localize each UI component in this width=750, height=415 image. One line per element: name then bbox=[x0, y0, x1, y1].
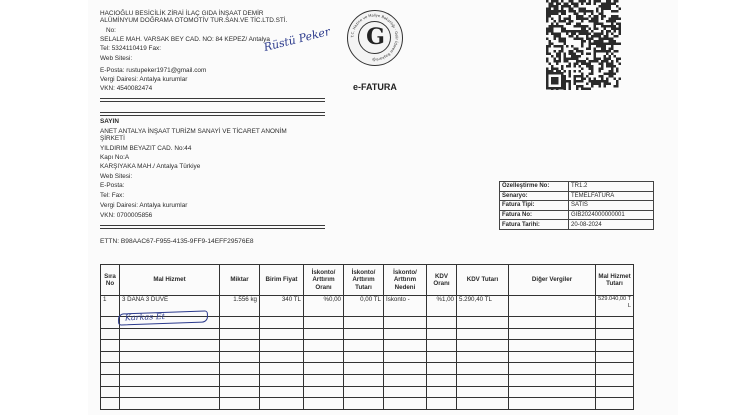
empty-cell bbox=[101, 386, 120, 398]
items-header-row bbox=[101, 265, 634, 296]
empty-cell bbox=[457, 374, 509, 386]
empty-cell bbox=[427, 340, 457, 352]
invoice-info-table bbox=[499, 181, 654, 230]
empty-cell bbox=[304, 328, 344, 340]
empty-cell bbox=[101, 317, 120, 329]
empty-cell bbox=[101, 340, 120, 352]
item-cell-qty: 1.556 kg bbox=[220, 296, 260, 317]
empty-cell bbox=[427, 386, 457, 398]
item-cell-vat-amount: 5.290,40 TL bbox=[457, 296, 509, 317]
seller-web: Web Sitesi: bbox=[100, 55, 133, 62]
empty-cell bbox=[427, 351, 457, 363]
invoice-info-value: GIB2024000000001 bbox=[569, 210, 654, 220]
empty-cell bbox=[260, 351, 304, 363]
seller-address: SELALE MAH. VARSAK BEY CAD. NO: 84 KEPEZ/ Antalya bbox=[100, 36, 270, 43]
items-column-header: Mal Hizmet Tutarı bbox=[596, 265, 634, 296]
invoice-info-value: TEMELFATURA bbox=[569, 191, 654, 201]
empty-cell bbox=[120, 386, 220, 398]
seal-letter: G bbox=[366, 24, 385, 50]
table-row-empty bbox=[101, 386, 634, 398]
gib-seal-logo bbox=[347, 10, 403, 66]
empty-cell bbox=[344, 398, 384, 410]
empty-cell bbox=[596, 398, 634, 410]
seller-tax-office: Vergi Dairesi: Antalya kurumlar bbox=[100, 76, 188, 83]
empty-cell bbox=[596, 317, 634, 329]
empty-cell bbox=[101, 374, 120, 386]
item-cell-disc-amount: 0,00 TL bbox=[344, 296, 384, 317]
empty-cell bbox=[220, 317, 260, 329]
empty-cell bbox=[101, 363, 120, 375]
divider bbox=[100, 112, 325, 113]
buyer-heading: SAYIN bbox=[100, 118, 119, 125]
invoice-info-key: Fatura Tarihi: bbox=[500, 220, 569, 230]
items-column-header: KDV Tutarı bbox=[457, 265, 509, 296]
empty-cell bbox=[120, 398, 220, 410]
empty-cell bbox=[384, 398, 427, 410]
empty-cell bbox=[220, 328, 260, 340]
qr-code-icon bbox=[546, 0, 621, 90]
empty-cell bbox=[304, 317, 344, 329]
divider bbox=[100, 225, 325, 226]
buyer-vkn: VKN: 0700005856 bbox=[100, 212, 153, 219]
empty-cell bbox=[344, 363, 384, 375]
items-column-header: KDV Oranı bbox=[427, 265, 457, 296]
item-cell-amount: 529.040,00 TL bbox=[596, 296, 634, 317]
empty-cell bbox=[596, 340, 634, 352]
empty-cell bbox=[596, 351, 634, 363]
empty-cell bbox=[220, 351, 260, 363]
empty-cell bbox=[344, 386, 384, 398]
divider bbox=[100, 228, 325, 229]
invoice-info-value: 20-08-2024 bbox=[569, 220, 654, 230]
empty-cell bbox=[220, 363, 260, 375]
invoice-info-value: TR1.2 bbox=[569, 182, 654, 192]
empty-cell bbox=[220, 386, 260, 398]
empty-cell bbox=[384, 351, 427, 363]
seller-vkn: VKN: 4540082474 bbox=[100, 85, 153, 92]
empty-cell bbox=[596, 363, 634, 375]
invoice-info-row bbox=[500, 182, 654, 192]
seller-tel: Tel: 5324110419 Fax: bbox=[100, 45, 161, 52]
seller-no: No: bbox=[106, 27, 116, 34]
empty-cell bbox=[457, 351, 509, 363]
empty-cell bbox=[120, 374, 220, 386]
empty-cell bbox=[596, 386, 634, 398]
empty-cell bbox=[344, 317, 384, 329]
invoice-info-key: Senaryo: bbox=[500, 191, 569, 201]
buyer-district: KARŞIYAKA MAH./ Antalya Türkiye bbox=[100, 163, 201, 170]
items-column-header: İskonto/ Arttırım Nedeni bbox=[384, 265, 427, 296]
ettn: ETTN: B98AAC67-F955-4135-9FF9-14EFF29576E8 bbox=[100, 238, 254, 245]
empty-cell bbox=[260, 363, 304, 375]
empty-cell bbox=[509, 317, 596, 329]
empty-cell bbox=[304, 398, 344, 410]
empty-cell bbox=[457, 363, 509, 375]
items-column-header: İskonto/ Arttırım Oranı bbox=[304, 265, 344, 296]
invoice-info-row bbox=[500, 191, 654, 201]
invoice-info-row bbox=[500, 210, 654, 220]
svg-text:T.C. Hazine ve Maliye Bakanlığ: T.C. Hazine ve Maliye Bakanlığı · Gelir İdaresi Başkanlığı bbox=[350, 13, 399, 62]
empty-cell bbox=[384, 386, 427, 398]
empty-cell bbox=[509, 328, 596, 340]
invoice-info-value: SATIS bbox=[569, 201, 654, 211]
empty-cell bbox=[384, 363, 427, 375]
item-cell-vat-rate: %1,00 bbox=[427, 296, 457, 317]
empty-cell bbox=[260, 328, 304, 340]
empty-cell bbox=[384, 374, 427, 386]
empty-cell bbox=[457, 398, 509, 410]
table-row-empty bbox=[101, 340, 634, 352]
empty-cell bbox=[101, 398, 120, 410]
empty-cell bbox=[427, 363, 457, 375]
empty-cell bbox=[509, 340, 596, 352]
item-cell-item: 3 DANA 3 DUVE bbox=[120, 296, 220, 317]
items-column-header: Mal Hizmet bbox=[120, 265, 220, 296]
empty-cell bbox=[509, 386, 596, 398]
buyer-street: YILDIRIM BEYAZIT CAD. No:44 bbox=[100, 145, 192, 152]
seal-inner-circle bbox=[358, 21, 391, 54]
empty-cell bbox=[344, 328, 384, 340]
empty-cell bbox=[304, 363, 344, 375]
buyer-tax-office: Vergi Dairesi: Antalya kurumlar bbox=[100, 202, 188, 209]
empty-cell bbox=[260, 374, 304, 386]
empty-cell bbox=[220, 374, 260, 386]
empty-cell bbox=[304, 386, 344, 398]
empty-cell bbox=[427, 374, 457, 386]
empty-cell bbox=[344, 374, 384, 386]
items-column-header: Birim Fiyat bbox=[260, 265, 304, 296]
divider bbox=[100, 98, 325, 99]
item-cell-other-taxes bbox=[509, 296, 596, 317]
table-row-empty bbox=[101, 374, 634, 386]
empty-cell bbox=[120, 351, 220, 363]
empty-cell bbox=[509, 351, 596, 363]
empty-cell bbox=[509, 374, 596, 386]
item-cell-disc-rate: %0,00 bbox=[304, 296, 344, 317]
table-row-empty bbox=[101, 363, 634, 375]
empty-cell bbox=[509, 398, 596, 410]
empty-cell bbox=[457, 317, 509, 329]
empty-cell bbox=[101, 351, 120, 363]
invoice-info-key: Fatura Tipi: bbox=[500, 201, 569, 211]
divider bbox=[100, 101, 325, 102]
empty-cell bbox=[457, 386, 509, 398]
empty-cell bbox=[304, 340, 344, 352]
items-column-header: Diğer Vergiler bbox=[509, 265, 596, 296]
buyer-door: Kapı No:A bbox=[100, 154, 130, 161]
items-column-header: Sıra No bbox=[101, 265, 120, 296]
buyer-name-line2: ŞİRKETİ bbox=[100, 135, 125, 142]
buyer-name-line1: ANET ANTALYA İNŞAAT TURİZM SANAYİ VE TİCARET ANONİM bbox=[100, 128, 287, 135]
invoice-info-row bbox=[500, 220, 654, 230]
item-cell-disc-reason: İskonto - bbox=[384, 296, 427, 317]
empty-cell bbox=[344, 351, 384, 363]
items-column-header: Miktar bbox=[220, 265, 260, 296]
table-row-empty bbox=[101, 351, 634, 363]
empty-cell bbox=[344, 340, 384, 352]
seller-name-line2: ALÜMİNYUM DOĞRAMA OTOMOTİV TUR.SAN.VE TİC.LTD.STİ. bbox=[100, 17, 288, 24]
item-cell-unit-price: 340 TL bbox=[260, 296, 304, 317]
empty-cell bbox=[509, 363, 596, 375]
table-row-empty bbox=[101, 398, 634, 410]
table-row-empty bbox=[101, 328, 634, 340]
empty-cell bbox=[120, 340, 220, 352]
empty-cell bbox=[384, 340, 427, 352]
items-column-header: İskonto/ Arttırım Tutarı bbox=[344, 265, 384, 296]
empty-cell bbox=[304, 351, 344, 363]
empty-cell bbox=[120, 328, 220, 340]
empty-cell bbox=[384, 317, 427, 329]
empty-cell bbox=[304, 374, 344, 386]
empty-cell bbox=[427, 317, 457, 329]
invoice-info-key: Fatura No: bbox=[500, 210, 569, 220]
empty-cell bbox=[457, 340, 509, 352]
empty-cell bbox=[427, 328, 457, 340]
empty-cell bbox=[596, 374, 634, 386]
seller-email: E-Posta: rustupeker1971@gmail.com bbox=[100, 67, 207, 74]
empty-cell bbox=[220, 340, 260, 352]
empty-cell bbox=[457, 328, 509, 340]
empty-cell bbox=[120, 363, 220, 375]
e-fatura-label: e-FATURA bbox=[353, 82, 397, 92]
empty-cell bbox=[220, 398, 260, 410]
empty-cell bbox=[260, 340, 304, 352]
buyer-email: E-Posta: bbox=[100, 182, 125, 189]
invoice-info-key: Özelleştirme No: bbox=[500, 182, 569, 192]
empty-cell bbox=[260, 317, 304, 329]
empty-cell bbox=[596, 328, 634, 340]
empty-cell bbox=[260, 398, 304, 410]
buyer-web: Web Sitesi: bbox=[100, 173, 133, 180]
item-cell-no: 1 bbox=[101, 296, 120, 317]
empty-cell bbox=[384, 328, 427, 340]
seller-name-line1: HACIOĞLU BESİCİLİK ZİRAİ İLAÇ GIDA İNŞAAT DEMİR bbox=[100, 10, 264, 17]
empty-cell bbox=[427, 398, 457, 410]
invoice-info-row bbox=[500, 201, 654, 211]
empty-cell bbox=[260, 386, 304, 398]
handwritten-note-text: Karkas Et bbox=[124, 311, 165, 323]
empty-cell bbox=[101, 328, 120, 340]
items-table bbox=[100, 264, 634, 410]
buyer-tel: Tel: Fax: bbox=[100, 192, 125, 199]
handwritten-signature: Rüstü Peker bbox=[262, 24, 332, 55]
invoice-page bbox=[88, 0, 678, 415]
divider bbox=[100, 115, 325, 116]
